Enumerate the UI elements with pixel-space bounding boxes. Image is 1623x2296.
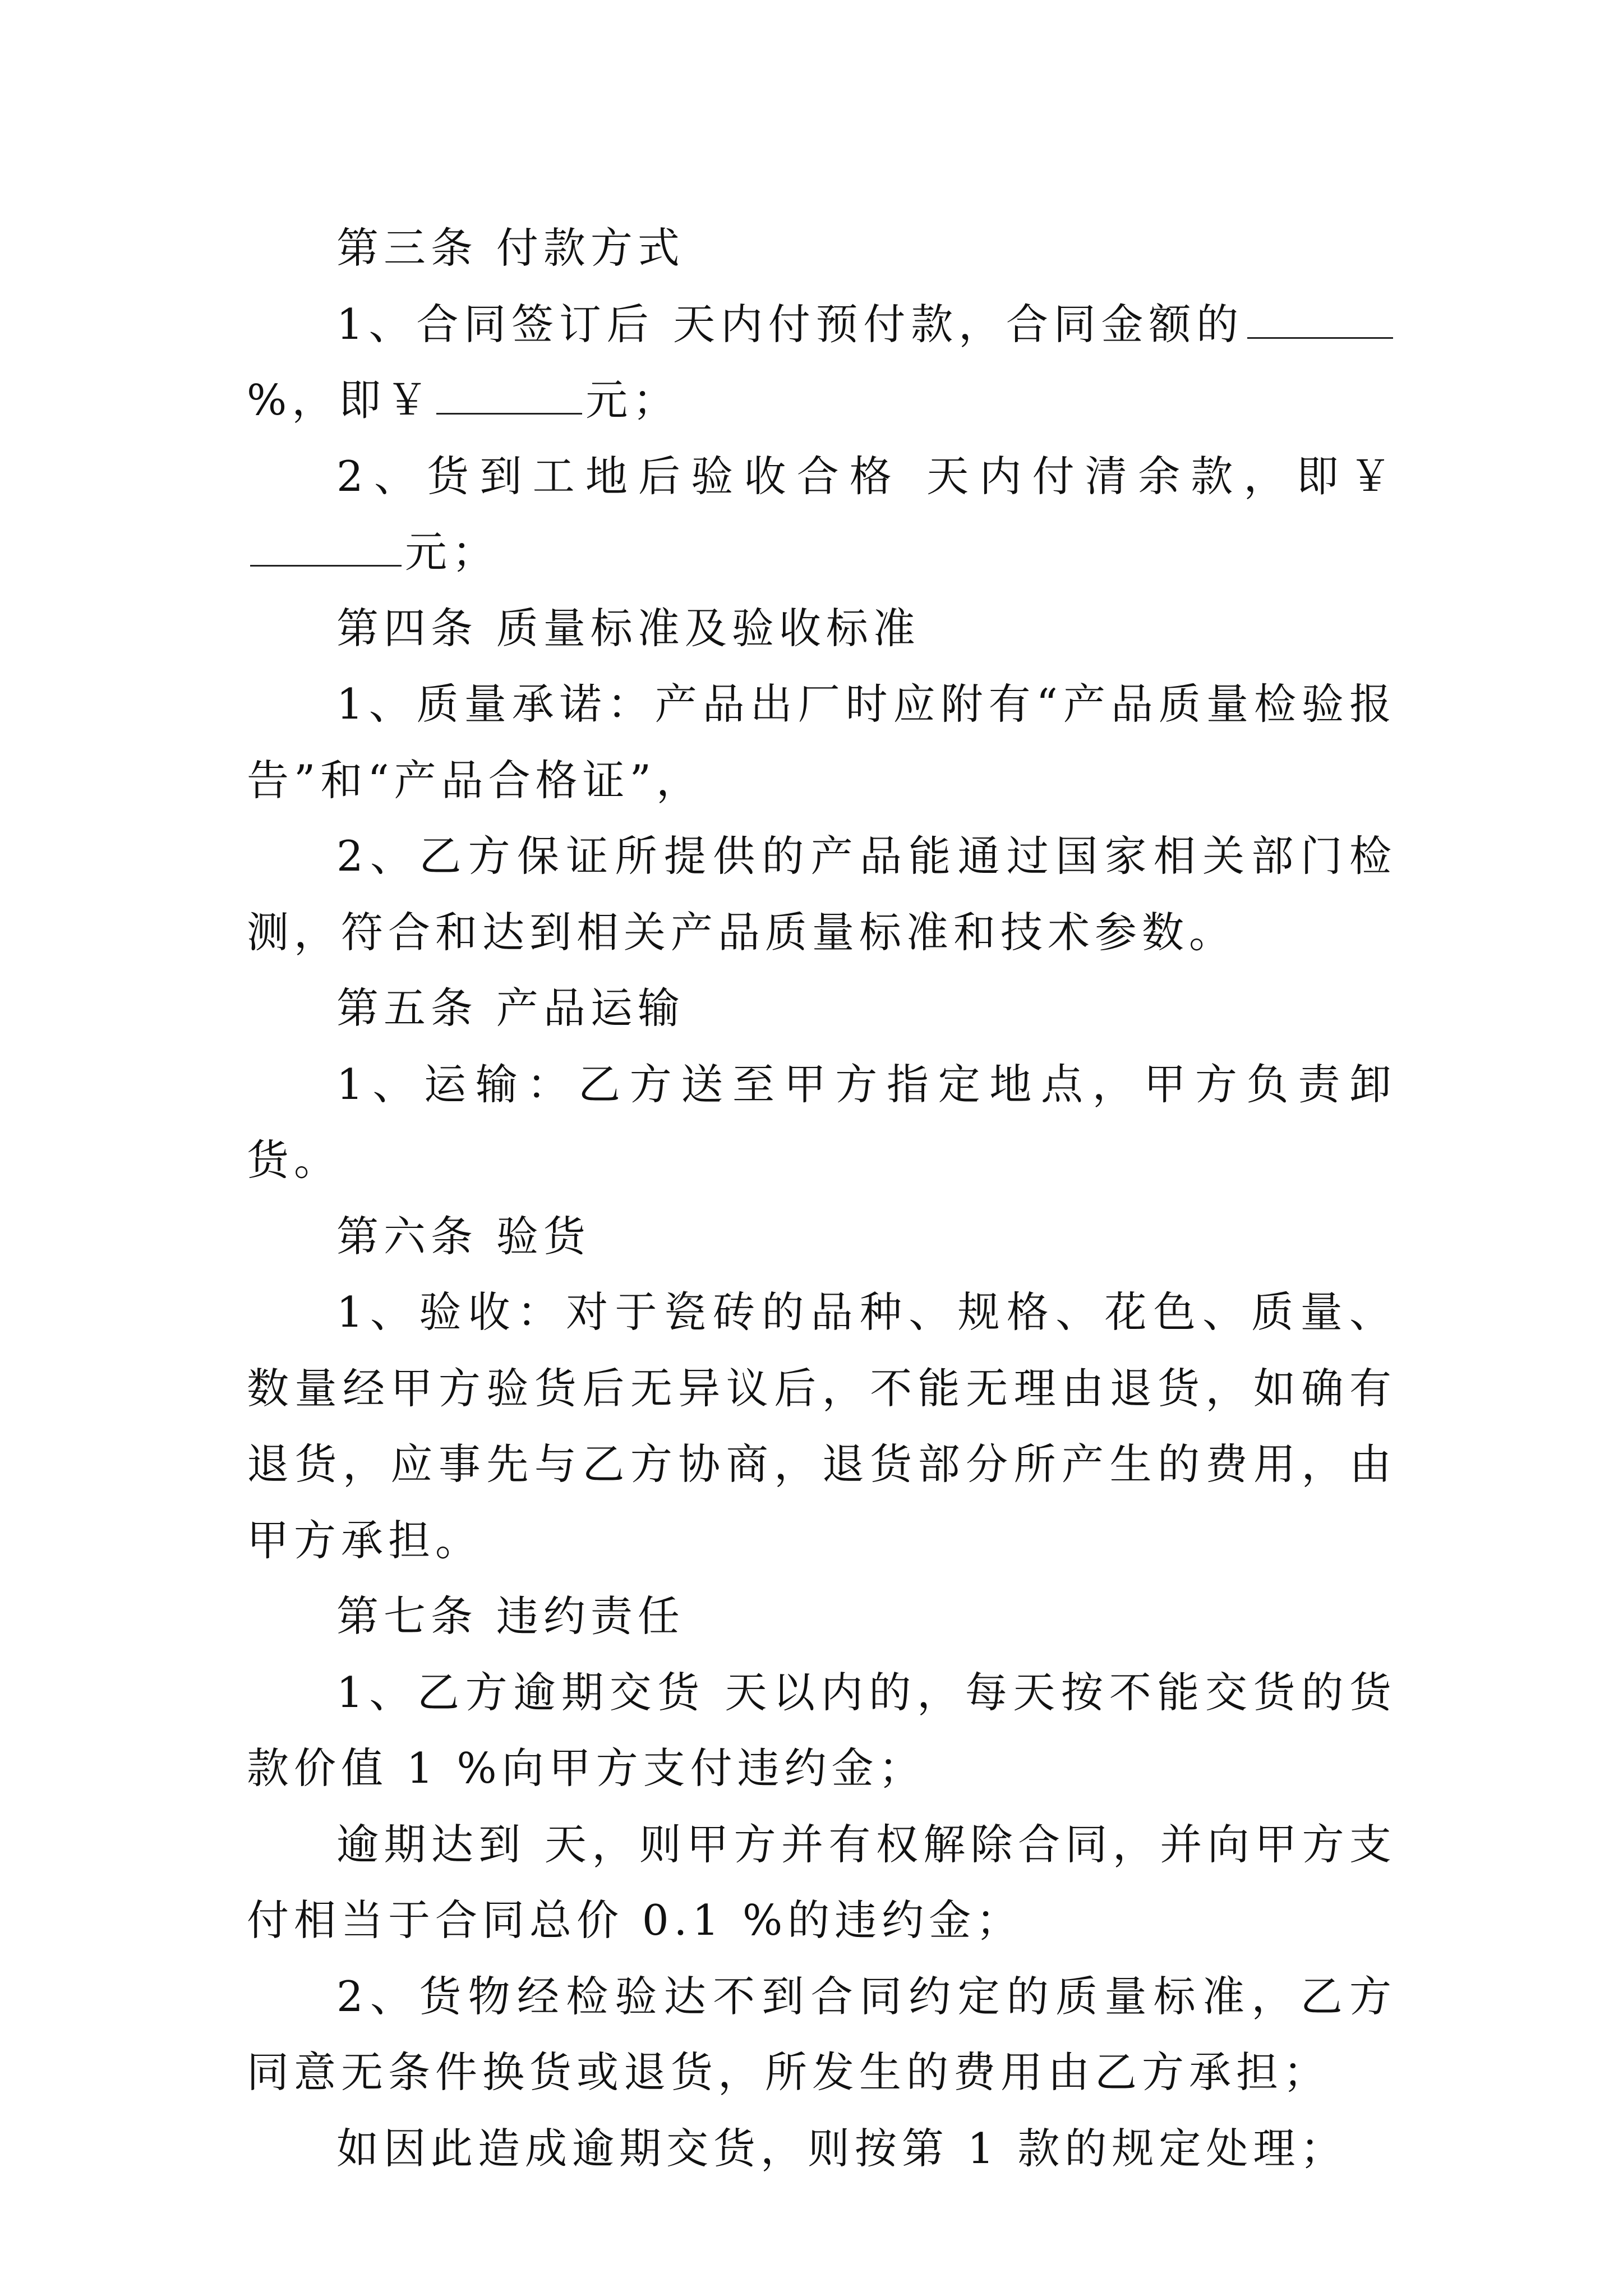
clause-text: 1、合同签订后 天内付预付款，合同金额的 [336, 299, 1244, 349]
article-4-clause-1 [247, 666, 1396, 818]
article-7-clause-2 [247, 1959, 1396, 2111]
clause-text: 如因此造成逾期交货，则按第 1 款的规定处理； [336, 2123, 1348, 2173]
clause-text: 2、乙方保证所提供的产品能通过国家相关部门检测，符合和达到相关产品质量标准和技术参数。 [247, 831, 1396, 957]
article-6-heading [247, 1199, 1396, 1275]
article-7-clause-1 [247, 1655, 1396, 1807]
clause-text: 2、货到工地后验收合格 天内付清余款，即￥ [336, 451, 1396, 501]
contract-body [247, 210, 1396, 2187]
article-6-heading-text: 第六条 验货 [336, 1211, 591, 1261]
article-5-heading-text: 第五条 产品运输 [336, 983, 685, 1033]
article-7-heading [247, 1579, 1396, 1655]
article-5-heading [247, 970, 1396, 1047]
article-3-clause-1 [247, 287, 1396, 439]
clause-text: 2、货物经检验达不到合同约定的质量标准，乙方同意无条件换货或退货，所发生的费用由乙方承担； [247, 1971, 1396, 2097]
article-7-clause-2-continued [247, 2111, 1396, 2187]
article-3-heading [247, 210, 1396, 287]
fill-blank-balance [250, 526, 402, 567]
clause-text: 元； [405, 527, 500, 577]
clause-text: 1、乙方逾期交货 天以内的，每天按不能交货的货款价值 1 %向甲方支付违约金； [247, 1667, 1396, 1793]
article-7-clause-1-continued [247, 1807, 1396, 1959]
article-4-heading-text: 第四条 质量标准及验收标准 [336, 603, 920, 653]
clause-text: 1、验收：对于瓷砖的品种、规格、花色、质量、数量经甲方验货后无异议后，不能无理由退货，如确有退货，应事先与乙方协商，退货部分所产生的费用，由甲方承担。 [247, 1287, 1396, 1565]
article-7-heading-text: 第七条 违约责任 [336, 1591, 685, 1641]
clause-text: 1、运输：乙方送至甲方指定地点，甲方负责卸货。 [247, 1059, 1396, 1185]
article-3-heading-text: 第三条 付款方式 [336, 223, 685, 273]
fill-blank-percent [1247, 298, 1393, 339]
clause-text: 逾期达到 天，则甲方并有权解除合同，并向甲方支付相当于合同总价 0.1 %的违约金； [247, 1819, 1396, 1945]
article-5-clause-1 [247, 1047, 1396, 1199]
clause-text: %，即￥ [247, 375, 434, 425]
fill-blank-amount [436, 374, 582, 415]
article-4-heading [247, 591, 1396, 667]
article-3-clause-2 [247, 439, 1396, 591]
clause-text: 1、质量承诺：产品出厂时应附有“产品质量检验报告”和“产品合格证”， [247, 679, 1396, 805]
article-6-clause-1 [247, 1274, 1396, 1579]
clause-text: 元； [585, 375, 680, 425]
article-4-clause-2 [247, 818, 1396, 970]
